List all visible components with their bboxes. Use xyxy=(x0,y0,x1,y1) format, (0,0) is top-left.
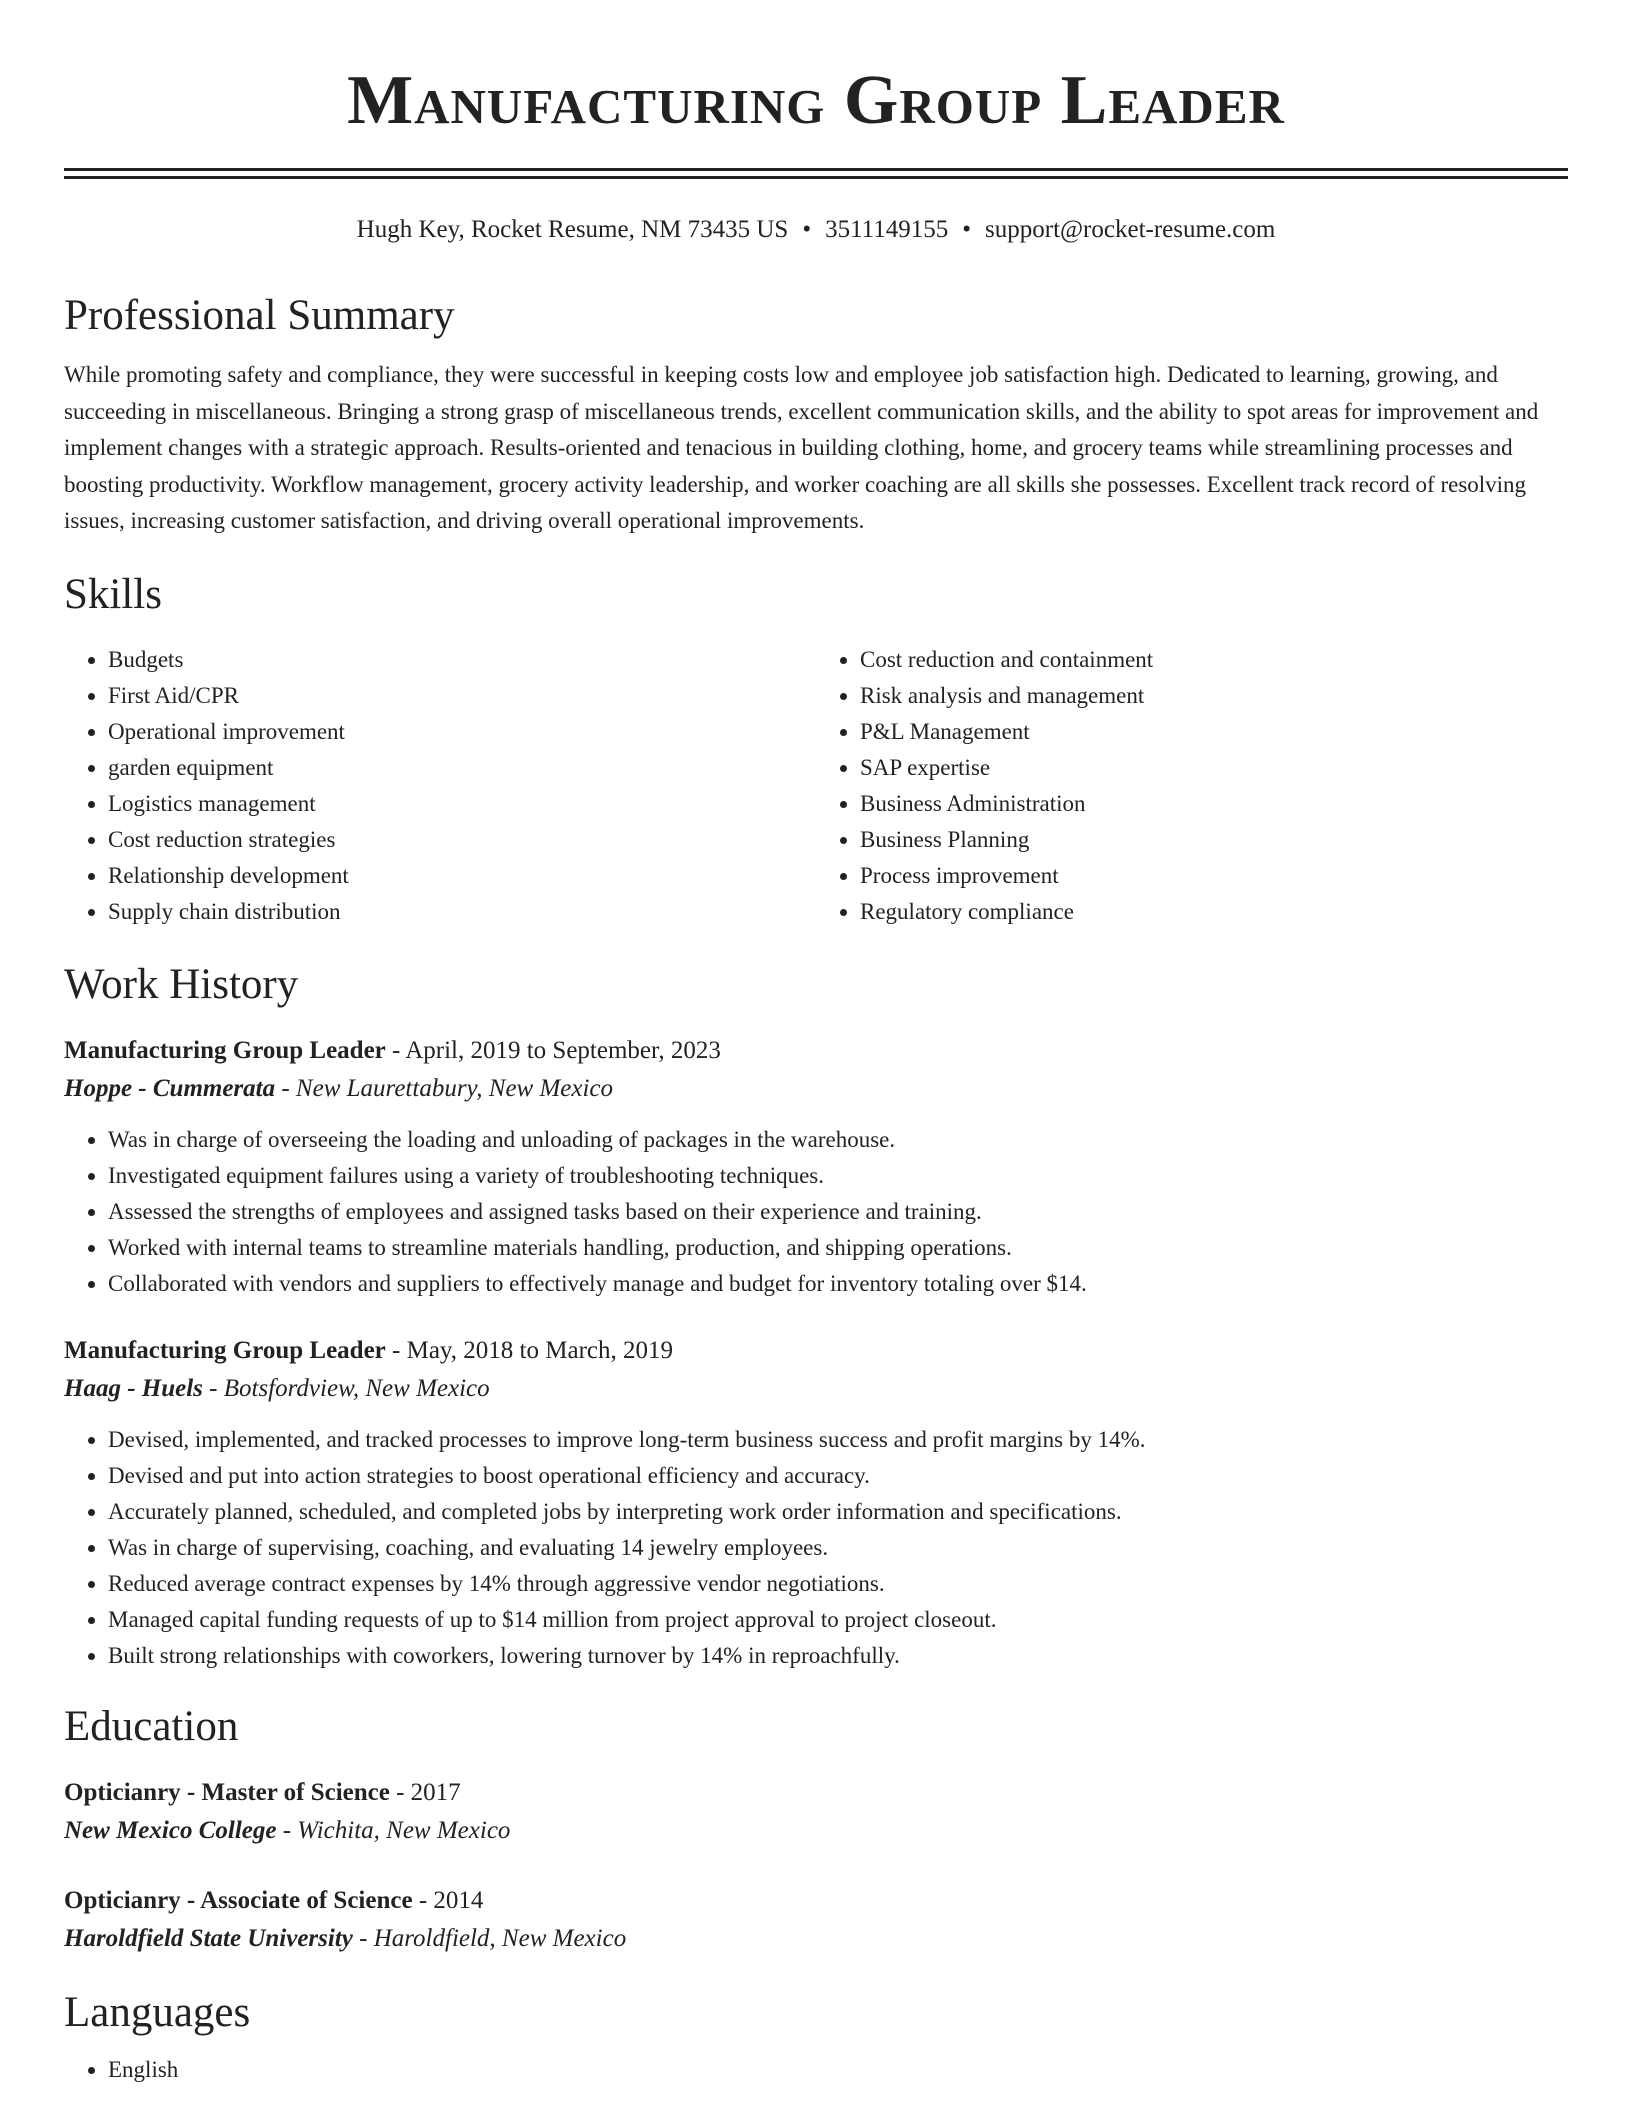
job-bullets xyxy=(64,1122,1568,1302)
education-entry xyxy=(64,1774,1568,1850)
school-line xyxy=(64,1812,1568,1850)
school-location: - Haroldfield, New Mexico xyxy=(352,1924,627,1952)
education-entry xyxy=(64,1882,1568,1958)
skill-item: • First Aid/CPR xyxy=(108,678,816,714)
job-title: Manufacturing Group Leader xyxy=(64,1336,386,1364)
job-entry xyxy=(64,1032,1568,1302)
job-title: Manufacturing Group Leader xyxy=(64,1036,386,1064)
school-name: Haroldfield State University xyxy=(64,1924,353,1952)
job-bullets xyxy=(64,1422,1568,1674)
job-bullet: • Devised, implemented, and tracked processes to improve long-term business success and profit margins by 14%. xyxy=(108,1422,1568,1458)
employer-line xyxy=(64,1370,1568,1408)
job-bullet: • Was in charge of supervising, coaching, and evaluating 14 jewelry employees. xyxy=(108,1530,1568,1566)
graduation-year: - 2017 xyxy=(389,1778,461,1806)
employer-name: Haag - Huels xyxy=(64,1374,203,1402)
skills-column-right xyxy=(816,642,1568,930)
job-bullet: • Devised and put into action strategies to boost operational efficiency and accuracy. xyxy=(108,1458,1568,1494)
job-bullet: • Accurately planned, scheduled, and completed jobs by interpreting work order information and specifications. xyxy=(108,1494,1568,1530)
summary-heading: Professional Summary xyxy=(64,292,455,339)
skills-list xyxy=(64,642,1568,930)
contact-separator: • xyxy=(802,216,812,243)
graduation-year: - 2014 xyxy=(412,1886,484,1914)
skill-item: • P&L Management xyxy=(860,714,1568,750)
skill-item: • Cost reduction and containment xyxy=(860,642,1568,678)
job-bullet: • Was in charge of overseeing the loading and unloading of packages in the warehouse. xyxy=(108,1122,1568,1158)
degree: Opticianry - Associate of Science xyxy=(64,1886,413,1914)
job-bullet: • Managed capital funding requests of up to $14 million from project approval to project closeout. xyxy=(108,1602,1568,1638)
skill-item: • Relationship development xyxy=(108,858,816,894)
title-double-rule xyxy=(64,168,1568,179)
skill-item: • Budgets xyxy=(108,642,816,678)
resume-title: Manufacturing Group Leader xyxy=(347,62,1285,139)
skill-item: • Business Administration xyxy=(860,786,1568,822)
language-item: • English xyxy=(108,2052,1568,2088)
job-bullet: • Reduced average contract expenses by 14% through aggressive vendor negotiations. xyxy=(108,1566,1568,1602)
skill-item: • Risk analysis and management xyxy=(860,678,1568,714)
skill-item: • garden equipment xyxy=(108,750,816,786)
employer-location: - Botsfordview, New Mexico xyxy=(202,1374,490,1402)
degree: Opticianry - Master of Science xyxy=(64,1778,390,1806)
skills-heading: Skills xyxy=(64,570,162,618)
school-location: - Wichita, New Mexico xyxy=(276,1816,511,1844)
skill-item: • Regulatory compliance xyxy=(860,894,1568,930)
summary-text: While promoting safety and compliance, they were successful in keeping costs low and employee job satisfaction high. Dedicated to learning, growing, and succeeding in miscellaneous. Bringing a strong grasp of miscellaneous trends, excellent communication skills, and the ability to spot areas for improvement and implement changes with a strategic approach. Results-oriented and tenacious in building clothing, home, and grocery teams while streamlining processes and boosting productivity. Workflow management, grocery activity leadership, and worker coaching are all skills she possesses. Excellent track record of resolving issues, increasing customer satisfaction, and driving overall operational improvements. xyxy=(64,362,1539,533)
contact-phone: 3511149155 xyxy=(825,216,949,243)
degree-line xyxy=(64,1882,1568,1920)
languages-list xyxy=(64,2052,1568,2088)
skill-item: • Cost reduction strategies xyxy=(108,822,816,858)
degree-line xyxy=(64,1774,1568,1812)
contact-line xyxy=(64,213,1568,247)
job-title-line xyxy=(64,1032,1568,1070)
job-entry xyxy=(64,1332,1568,1674)
contact-address: Hugh Key, Rocket Resume, NM 73435 US xyxy=(356,216,789,243)
employer-location: - New Laurettabury, New Mexico xyxy=(275,1074,614,1102)
skill-item: • SAP expertise xyxy=(860,750,1568,786)
skills-column-left xyxy=(64,642,816,930)
job-bullet: • Collaborated with vendors and suppliers to effectively manage and budget for inventory totaling over $14. xyxy=(108,1266,1568,1302)
languages-heading: Languages xyxy=(64,1988,251,2036)
job-dates: - April, 2019 to September, 2023 xyxy=(385,1036,721,1064)
school-line xyxy=(64,1920,1568,1958)
job-title-line xyxy=(64,1332,1568,1370)
contact-email: support@rocket-resume.com xyxy=(985,216,1276,243)
job-bullet: • Built strong relationships with coworkers, lowering turnover by 14% in reproachfully. xyxy=(108,1638,1568,1674)
skill-item: • Operational improvement xyxy=(108,714,816,750)
employer-line xyxy=(64,1070,1568,1108)
skill-item: • Supply chain distribution xyxy=(108,894,816,930)
work-history-heading: Work History xyxy=(64,960,299,1008)
skill-item: • Process improvement xyxy=(860,858,1568,894)
contact-separator: • xyxy=(962,216,972,243)
school-name: New Mexico College xyxy=(64,1816,277,1844)
job-bullet: • Assessed the strengths of employees and assigned tasks based on their experience and training. xyxy=(108,1194,1568,1230)
skill-item: • Business Planning xyxy=(860,822,1568,858)
job-bullet: • Investigated equipment failures using a variety of troubleshooting techniques. xyxy=(108,1158,1568,1194)
employer-name: Hoppe - Cummerata xyxy=(64,1074,276,1102)
job-bullet: • Worked with internal teams to streamline materials handling, production, and shipping operations. xyxy=(108,1230,1568,1266)
education-heading: Education xyxy=(64,1702,239,1750)
languages-items xyxy=(64,2052,1568,2088)
job-dates: - May, 2018 to March, 2019 xyxy=(385,1336,673,1364)
skill-item: • Logistics management xyxy=(108,786,816,822)
